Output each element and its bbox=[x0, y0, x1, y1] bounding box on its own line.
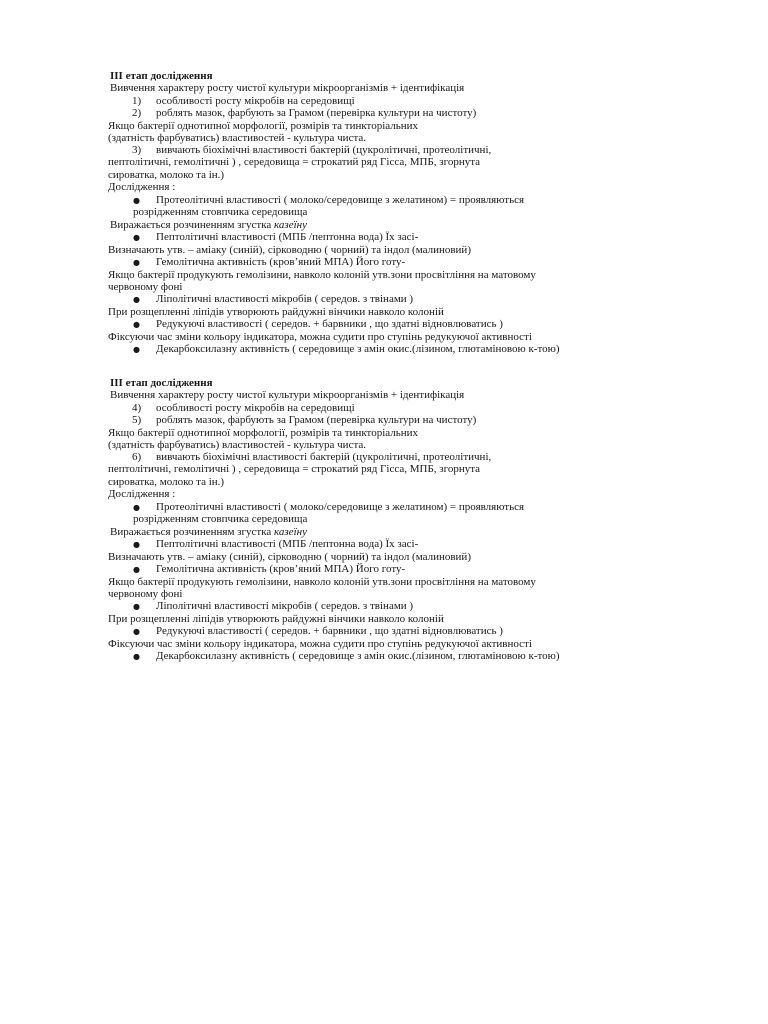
bullet-item: Пептолітичні властивості (МПБ /пептонна вода) Їх засі- bbox=[156, 538, 419, 550]
bullet-icon: ● bbox=[133, 565, 140, 574]
text-line: При розщепленні ліпідів утворюють райдужні вінчики навколо колоній bbox=[108, 306, 444, 318]
bullet-icon: ● bbox=[133, 652, 140, 661]
bullet-item: Декарбоксилазну активність ( середовище з амін окис.(лізином, глютаміновою к-тою) bbox=[156, 650, 560, 662]
text-line: Фіксуючи час зміни кольору індикатора, можна судити про ступінь редукуючої активності bbox=[108, 638, 532, 650]
text-line: (здатність фарбуватись) властивостей - культура чиста. bbox=[108, 439, 367, 451]
bullet-icon: ● bbox=[133, 258, 140, 267]
list-number: 1) bbox=[132, 95, 142, 107]
text-line: сироватка, молоко та ін.) bbox=[108, 476, 225, 488]
research-label: Дослідження : bbox=[108, 488, 176, 500]
bullet-icon: ● bbox=[133, 627, 140, 636]
bullet-item: Ліполітичні властивості мікробів ( середов. з твінами ) bbox=[156, 600, 414, 612]
bullet-icon: ● bbox=[133, 233, 140, 242]
text-line: Визначають утв. – аміаку (синій), сірководню ( чорний) та індол (малиновий) bbox=[108, 244, 471, 256]
intro-line: Вивчення характеру росту чистої культури мікроорганізмів + ідентифікація bbox=[110, 389, 465, 401]
text-line: Якщо бактерії продукують гемолізини, навколо колоній утв.зони просвітління на матовому bbox=[108, 269, 536, 281]
bullet-item: Ліполітичні властивості мікробів ( середов. з твінами ) bbox=[156, 293, 414, 305]
text-line: пептолітичні, гемолітичні ) , середовища = строкатий ряд Гісса, МПБ, згорнута bbox=[108, 156, 481, 168]
text-line: червоному фоні bbox=[108, 588, 183, 600]
text-line: Фіксуючи час зміни кольору індикатора, можна судити про ступінь редукуючої активності bbox=[108, 331, 532, 343]
list-item: роблять мазок, фарбують за Грамом (перевірка культури на чистоту) bbox=[156, 414, 477, 426]
text-line: Якщо бактерії продукують гемолізини, навколо колоній утв.зони просвітління на матовому bbox=[108, 576, 536, 588]
bullet-item: Редукуючі властивості ( середов. + барвники , що здатні відновлюватись ) bbox=[156, 625, 503, 637]
bullet-icon: ● bbox=[133, 295, 140, 304]
list-number: 3) bbox=[132, 144, 142, 156]
section-heading: ІІІ етап дослідження bbox=[110, 377, 213, 389]
research-label: Дослідження : bbox=[108, 181, 176, 193]
text-line: (здатність фарбуватись) властивостей - культура чиста. bbox=[108, 132, 367, 144]
list-item: особливості росту мікробів на середовищі bbox=[156, 402, 355, 414]
text-line: пептолітичні, гемолітичні ) , середовища = строкатий ряд Гісса, МПБ, згорнута bbox=[108, 463, 481, 475]
list-item: роблять мазок, фарбують за Грамом (перевірка культури на чистоту) bbox=[156, 107, 477, 119]
bullet-icon: ● bbox=[133, 345, 140, 354]
bullet-icon: ● bbox=[133, 602, 140, 611]
bullet-icon: ● bbox=[133, 196, 140, 205]
text-line: червоному фоні bbox=[108, 281, 183, 293]
text-line: розрідженням стовпчика середовища bbox=[133, 513, 308, 525]
section-heading: ІІІ етап дослідження bbox=[110, 70, 213, 82]
italic-term: казеїну bbox=[274, 526, 307, 538]
bullet-item: Пептолітичні властивості (МПБ /пептонна вода) Їх засі- bbox=[156, 231, 419, 243]
bullet-icon: ● bbox=[133, 540, 140, 549]
text-line: Якщо бактерії однотипної морфології, розмірів та тинкторіальних bbox=[108, 120, 419, 132]
bullet-item: Протеолітичні властивості ( молоко/середовище з желатином) = проявляються bbox=[156, 501, 525, 513]
bullet-icon: ● bbox=[133, 320, 140, 329]
text-line: Визначають утв. – аміаку (синій), сірководню ( чорний) та індол (малиновий) bbox=[108, 551, 471, 563]
text-line: сироватка, молоко та ін.) bbox=[108, 169, 225, 181]
bullet-item: Декарбоксилазну активність ( середовище з амін окис.(лізином, глютаміновою к-тою) bbox=[156, 343, 560, 355]
text-line: Якщо бактерії однотипної морфології, розмірів та тинкторіальних bbox=[108, 427, 419, 439]
bullet-icon: ● bbox=[133, 503, 140, 512]
list-number: 5) bbox=[132, 414, 142, 426]
list-item: вивчають біохімічні властивості бактерій (цукролітичні, протеолітичні, bbox=[156, 451, 492, 463]
italic-term: казеїну bbox=[274, 219, 307, 231]
list-number: 2) bbox=[132, 107, 142, 119]
text-span: Виражається розчиненням згустка bbox=[110, 526, 275, 538]
bullet-item: Гемолітична активність (кров’яний МПА) Його готу- bbox=[156, 563, 406, 575]
text-line: розрідженням стовпчика середовища bbox=[133, 206, 308, 218]
text-span: Виражається розчиненням згустка bbox=[110, 219, 275, 231]
intro-line: Вивчення характеру росту чистої культури мікроорганізмів + ідентифікація bbox=[110, 82, 465, 94]
list-item: особливості росту мікробів на середовищі bbox=[156, 95, 355, 107]
list-item: вивчають біохімічні властивості бактерій (цукролітичні, протеолітичні, bbox=[156, 144, 492, 156]
bullet-item: Протеолітичні властивості ( молоко/середовище з желатином) = проявляються bbox=[156, 194, 525, 206]
list-number: 4) bbox=[132, 402, 142, 414]
bullet-item: Гемолітична активність (кров’яний МПА) Його готу- bbox=[156, 256, 406, 268]
list-number: 6) bbox=[132, 451, 142, 463]
bullet-item: Редукуючі властивості ( середов. + барвники , що здатні відновлюватись ) bbox=[156, 318, 503, 330]
text-line: При розщепленні ліпідів утворюють райдужні вінчики навколо колоній bbox=[108, 613, 444, 625]
